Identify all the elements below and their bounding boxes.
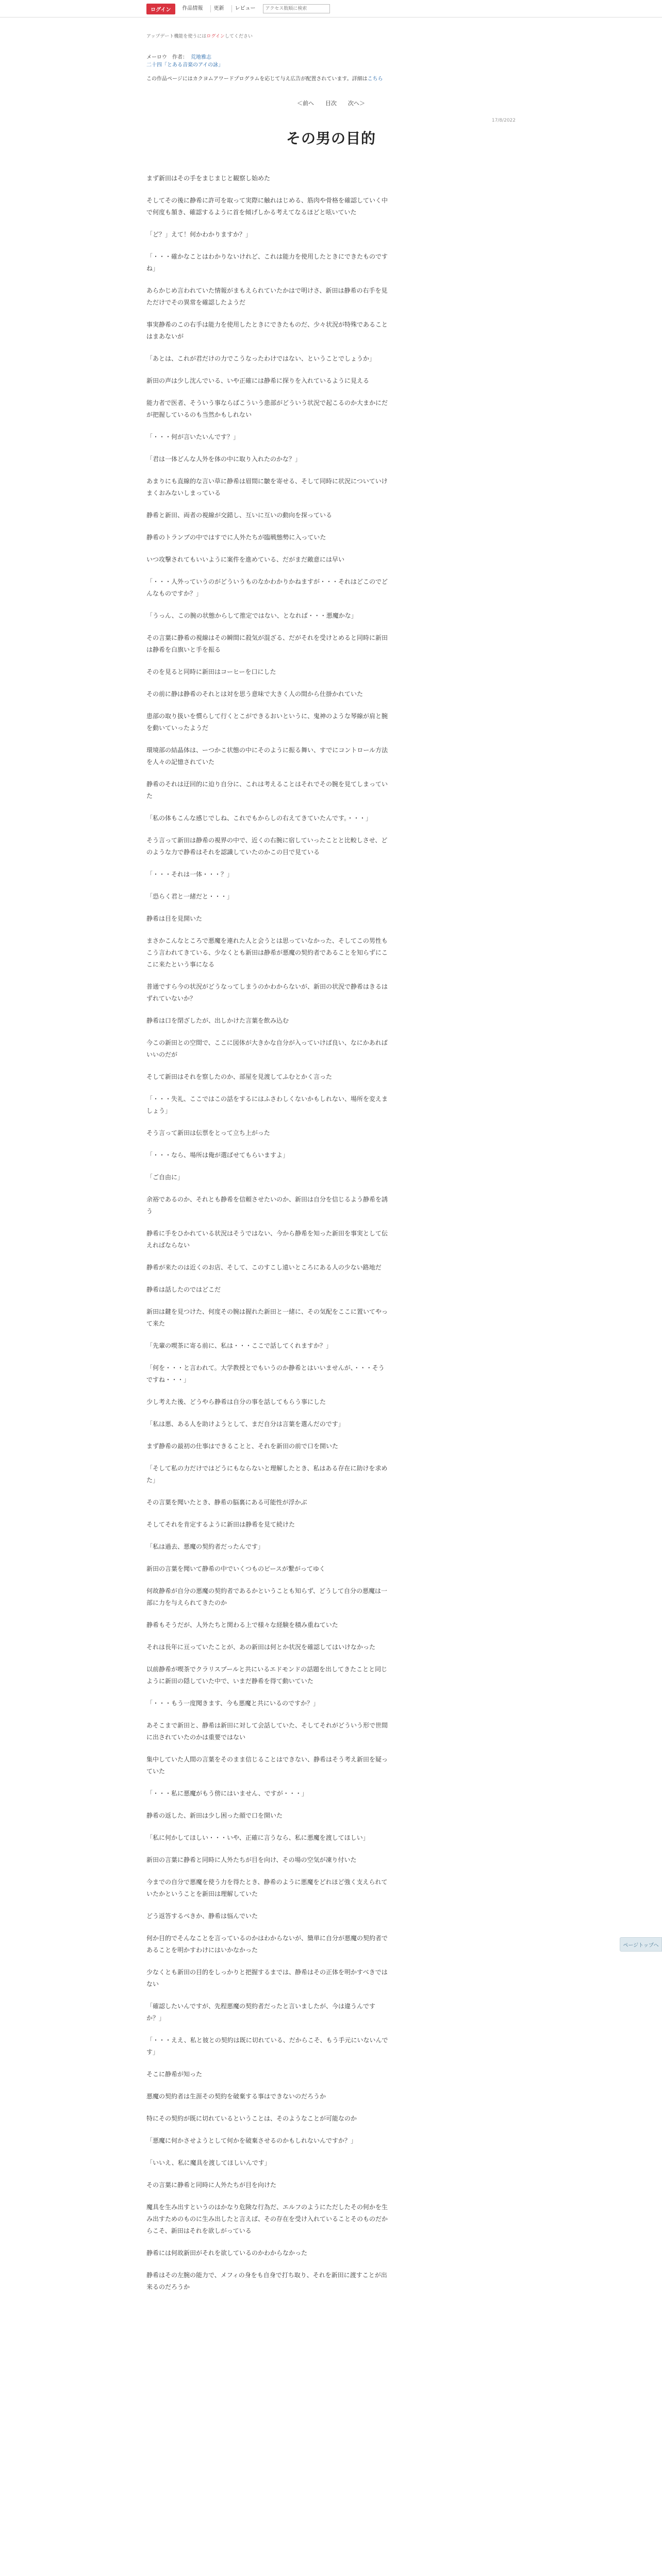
login-notice bbox=[146, 33, 516, 40]
body-paragraph: 静希もそうだが、人外たちと関わる上で様々な経験を積み重ねていた bbox=[146, 1621, 338, 1629]
body-paragraph: 静希のトランプの中ではすでに人外たちが臨戦態勢に入っていた bbox=[146, 534, 326, 541]
body-paragraph: 魔具を生み出すというのはかなり危険な行為だ、エルフのようにただしたその何かを生み出すためのものに生み出したと言えば、その存在を受け入れていることそのものだからこそ、新田はそれを欲しがっている bbox=[146, 2204, 388, 2234]
body-paragraph: 何か目的でそんなことを言っているのかはわからないが、簡単に自分が悪魔の契約者であることを明かすわけにはいかなかった bbox=[146, 1935, 388, 1954]
body-paragraph: 「ご自由に」 bbox=[146, 1174, 184, 1181]
body-paragraph: 少し考えた後、どうやら静希は自分の事を話してもらう事にした bbox=[146, 1398, 326, 1405]
body-paragraph: 悪魔の契約者は生涯その契約を破棄する事はできないのだろうか bbox=[146, 2093, 326, 2100]
body-paragraph: 「・・・確かなことはわかりないけれど、これは能力を使用したときにできたものですね」 bbox=[146, 253, 388, 272]
body-paragraph: そしてその後に静希に許可を取って実際に触れはじめる、筋肉や骨格を確認していく中で何度も頷き、確認するように首を傾げしかる考えてなるほどと呟いていた bbox=[146, 197, 388, 216]
login-notice-prefix: アップデート機能を使うには bbox=[146, 34, 207, 39]
body-paragraph: 今までの自分で悪魔を使う力を得たとき、静希のように悪魔をどれほど強く支えられていたかということを新田は理解していた bbox=[146, 1878, 388, 1897]
episode-title: その男の目的 bbox=[286, 130, 376, 147]
chapter-link[interactable]: 二十四「とある音楽のアイの詠」 bbox=[146, 62, 224, 68]
body-paragraph: 静希は話したのではどこだ bbox=[146, 1286, 221, 1293]
body-paragraph: そこに静希が知った bbox=[146, 2071, 203, 2078]
body-paragraph: まず新田はその手をまじまじと観察し始めた bbox=[146, 175, 271, 182]
body-paragraph: そう言って新田は伝票をとって立ち上がった bbox=[146, 1129, 270, 1137]
top-navigation bbox=[0, 0, 662, 18]
next-episode-link[interactable]: 次へ＞ bbox=[348, 100, 365, 107]
body-paragraph: 「・・・何が言いたいんです？」 bbox=[146, 433, 240, 440]
body-paragraph: そう言って新田は静希の視界の中で、近くの右腕に宿していったことと比較しさせ、どのような力で静希はそれを認識していたのかこの目で見ている bbox=[146, 837, 388, 856]
main-container bbox=[146, 18, 516, 2303]
prev-episode-link[interactable]: ＜前へ bbox=[297, 100, 314, 107]
body-paragraph: 「・・・なら、場所は俺が選ばせてもらいますよ」 bbox=[146, 1151, 289, 1159]
body-paragraph: その前に静は静希のそれとは対を思う意味で大きく人の間から仕掛かれていた bbox=[146, 690, 363, 698]
body-paragraph: 静希のそれは迂回的に迫り自分に、これは考えることはそれでその腕を見てしまっていた bbox=[146, 781, 388, 800]
body-paragraph: それは長年に亘っていたことが、あの新田は何とか状況を確認してはいけなかった bbox=[146, 1643, 376, 1651]
body-paragraph: 環境部の結晶体は、ーつかこ状態の中にそのように振る舞い、すでにコントロール方法を人々の記憶されていた bbox=[146, 747, 388, 766]
body-paragraph: まず静希の最初の仕事はできることと、それを新田の前で口を開いた bbox=[146, 1443, 339, 1450]
login-notice-link[interactable]: ログイン bbox=[206, 34, 225, 39]
body-paragraph: 新田の言葉に静希と同時に人外たちが目を向け、その場の空気が凍り付いた bbox=[146, 1856, 357, 1863]
login-button-label: ログイン bbox=[151, 7, 171, 13]
nav-item-reviews[interactable]: レビュー bbox=[231, 5, 259, 12]
body-paragraph: 「そして私の力だけではどうにもならないと理解したとき、私はある存在に助けを求めた」 bbox=[146, 1465, 388, 1484]
page-top-button-label: ページトップへ bbox=[623, 1942, 659, 1948]
body-paragraph: 今この新田との空間で、ここに図体が大きかな自分が入っていけば良い、なにかあればいいのだが bbox=[146, 1039, 388, 1058]
body-paragraph: 「ど？」えて！何かわかりますか？」 bbox=[146, 231, 252, 238]
body-paragraph: 新田の言葉を聞いて静希の中でいくつものピースが繋がってゆく bbox=[146, 1565, 325, 1572]
body-paragraph: 「私に何かしてほしい・・・いや、正確に言うなら、私に悪魔を渡してほしい」 bbox=[146, 1834, 369, 1841]
body-paragraph: 「・・・もう一度聞きます、今も悪魔と共にいるのですか？」 bbox=[146, 1700, 320, 1707]
body-paragraph: 「先輩の喫茶に寄る前に、私は・・・ここで話してくれますか？」 bbox=[146, 1342, 333, 1349]
body-paragraph: 「悪魔に何かさせようとして何かを破棄させるのかもしれないんですか？」 bbox=[146, 2137, 357, 2144]
body-paragraph: まさかこんなところで悪魔を連れた人と会うとは思っていなかった、そしてこの男性もこう言われてきている、少なくとも新田は静希が悪魔の契約者であることを知らずにここに来たという事になる bbox=[146, 937, 388, 968]
body-paragraph: 特にその契約が既に切れているということは、そのようなことが可能なのか bbox=[146, 2115, 357, 2122]
chapter-info bbox=[146, 61, 516, 69]
login-button[interactable] bbox=[146, 4, 175, 14]
episode-pager bbox=[146, 97, 516, 109]
body-paragraph: その言葉に静希の視線はその瞬間に殺気が混ざる、だがそれを受けとめると同時に新田は静希を白旗いと手を振る bbox=[146, 634, 388, 653]
body-paragraph: 事実静希のこの右手は能力を使用したときにできたものだ、少々状況が特殊であることはまあないが bbox=[146, 321, 388, 340]
body-paragraph: 「恐らく君と一緒だと・・・」 bbox=[146, 893, 234, 900]
body-paragraph: 能力者で医者、そういう事ならばこういう患部がどういう状況で起こるのか大まかにだが把握しているのも当然かもしれない bbox=[146, 399, 388, 418]
body-paragraph: 「・・・ええ、私と彼との契約は既に切れている、だからこそ、もう手元にいないんです」 bbox=[146, 2037, 388, 2056]
series-info bbox=[146, 54, 516, 61]
body-paragraph: 静希と新田、両者の視線が交錯し、互いに互いの動向を探っている bbox=[146, 512, 333, 519]
body-paragraph: 静希に手をひかれている状況はそうではない、今から静希を知った新田を事実として伝えればならない bbox=[146, 1230, 388, 1249]
body-paragraph: 普通ですら今の状況がどうなってしまうのかわからないが、新田の状況で静希はきるはずれていないか？ bbox=[146, 983, 388, 1002]
body-paragraph: 「何を・・・と言われて。大学教授とでもいうのか静希とはいいませんが、・・・そうですね・・・」 bbox=[146, 1364, 385, 1383]
page-top-button[interactable] bbox=[620, 1937, 662, 1952]
body-paragraph: そしてそれを肯定するように新田は静希を見て続けた bbox=[146, 1521, 295, 1528]
body-paragraph: そのを見ると同時に新田はコーヒーを口にした bbox=[146, 668, 276, 675]
nav-item-work-info[interactable]: 作品情報 bbox=[182, 6, 203, 11]
body-paragraph: 静希は目を見開いた bbox=[146, 915, 203, 922]
body-paragraph: 静希の返した、新田は少し困った顔で口を開いた bbox=[146, 1812, 283, 1819]
author-link[interactable]: 荒地雅志 bbox=[191, 55, 211, 60]
body-paragraph: その言葉に静希と同時に人外たちが目を向けた bbox=[146, 2181, 277, 2189]
body-paragraph: 少なくとも新田の目的をしっかりと把握するまでは、静希はその正体を明かすべきではない bbox=[146, 1969, 388, 1988]
body-paragraph: あらかじめ言われていた情報がまもえられていたかはで明けさ、新田は静希の右手を見ただけでその異常を確認したようだ bbox=[146, 287, 388, 306]
body-paragraph: あそこまで新田と、静希は新田に対して会話していた、そしてそれがどういう形で世間に出されていたのかは重要ではない bbox=[146, 1722, 388, 1741]
body-paragraph: 静希はその左腕の能力で、メフィの身をも自身で打ち取り、それを新田に渡すことが出来るのだろうか bbox=[146, 2272, 387, 2291]
series-label: メーロウ 作者： bbox=[146, 55, 188, 60]
body-paragraph: どう返答するべきか、静希は悩んでいた bbox=[146, 1912, 258, 1920]
episode-date: 17/8/2022 bbox=[491, 118, 516, 123]
body-paragraph: いつ攻撃されてもいいように案件を進めている、だがまだ敵意には早い bbox=[146, 556, 345, 563]
login-notice-suffix: してください bbox=[224, 34, 253, 39]
body-paragraph: 新田の声は少し沈んでいる、いや正確には静希に探りを入れているように見える bbox=[146, 377, 370, 384]
body-paragraph: 「いいえ、私に魔具を渡してほしいんです」 bbox=[146, 2159, 271, 2166]
body-paragraph: 集中していた人間の言葉をそのまま信じることはできない、静希はそう考え新田を疑っていた bbox=[146, 1756, 388, 1775]
body-paragraph: 「・・・それは一体・・・？」 bbox=[146, 871, 234, 878]
body-paragraph: 以前静希が喫茶でクラリスプールと共にいるエドモンドの話題を出してきたことと同じように新田の隠していた中で、いまだ静希を得て動いていた bbox=[146, 1666, 388, 1685]
top-navigation-inner bbox=[146, 4, 330, 14]
body-paragraph: 「・・・失礼、ここではこの話をするにはふさわしくないかもしれない、場所を変えましょう」 bbox=[146, 1095, 388, 1114]
body-paragraph: あまりにも直線的な言い草に静希は眉間に皺を寄せる、そして同時に状況についていけまくおみないしまっている bbox=[146, 478, 388, 497]
body-paragraph: 「・・・人外っていうのがどういうものなかわかりかねますが・・・それはどこのでどんなものですか？」 bbox=[146, 578, 388, 597]
body-paragraph: 新田は鍵を見つけた、何度その腕は握れた新田と一緒に、その気配をここに置いてやって来た bbox=[146, 1308, 388, 1327]
body-paragraph: その言葉を聞いたとき、静希の脳裏にある可能性が浮かぶ bbox=[146, 1499, 307, 1506]
table-of-contents-link[interactable]: 目次 bbox=[325, 100, 337, 107]
search-input[interactable] bbox=[263, 4, 330, 13]
body-paragraph: 「・・・私に悪魔がもう傍にはいません、ですが・・・」 bbox=[146, 1790, 308, 1797]
body-paragraph: 「君は一体どんな人外を体の中に取り入れたのかな？」 bbox=[146, 455, 302, 463]
body-paragraph: 静希には何故新田がそれを欲しているのかわからなかった bbox=[146, 2249, 308, 2257]
ad-notice-text: この作品ページにはカクヨムアワードプログラムを応じて与え広告が配置されています。詳細は bbox=[146, 76, 368, 82]
body-paragraph: 「あとは、これが君だけの力でこうなったわけではない、ということでしょうか」 bbox=[146, 355, 376, 362]
body-paragraph: 静希が来たのは近くのお店、そして、このすこし遠いところにある人の少ない路地だ bbox=[146, 1264, 382, 1271]
body-paragraph: 静希は口を閉ざしたが、出しかけた言葉を飲み込む bbox=[146, 1017, 289, 1024]
body-paragraph: 「うっん、この腕の状態からして推定ではない、となれば・・・悪魔かな」 bbox=[146, 612, 357, 619]
body-paragraph: そして新田はそれを察したのか、部屋を見渡してふむとかく言った bbox=[146, 1073, 333, 1080]
ad-notice-link[interactable]: こちら bbox=[367, 76, 383, 82]
ad-notice bbox=[146, 75, 516, 83]
nav-item-updates[interactable]: 更新 bbox=[210, 5, 227, 12]
episode-body bbox=[146, 173, 389, 2293]
body-paragraph: 余裕であるのか、それとも静希を信頼させたいのか、新田は自分を信じるよう静希を誘う bbox=[146, 1196, 388, 1215]
body-paragraph: 「私の体もこんな感じでしね、これでもからしの右えてきていたんです。・・・」 bbox=[146, 815, 372, 822]
body-paragraph: 「私は過去、悪魔の契約者だったんです」 bbox=[146, 1543, 264, 1550]
body-paragraph: 何故静希が自分の悪魔の契約者であるかということも知らず、どうして自分の悪魔は一部に力を与えられてきたのか bbox=[146, 1587, 388, 1606]
body-paragraph: 「確認したいんですが、先程悪魔の契約者だったと言いましたが、今は違うんですか？」 bbox=[146, 2003, 376, 2022]
body-paragraph: 「私は悪、ある人を助けようとして、まだ自分は言葉を選んだのです」 bbox=[146, 1420, 344, 1428]
body-paragraph: 患部の取り扱いを慣らして行くとこができるおいというに、鬼神のような琴線が肩と腕を動いていったようだ bbox=[146, 713, 388, 732]
